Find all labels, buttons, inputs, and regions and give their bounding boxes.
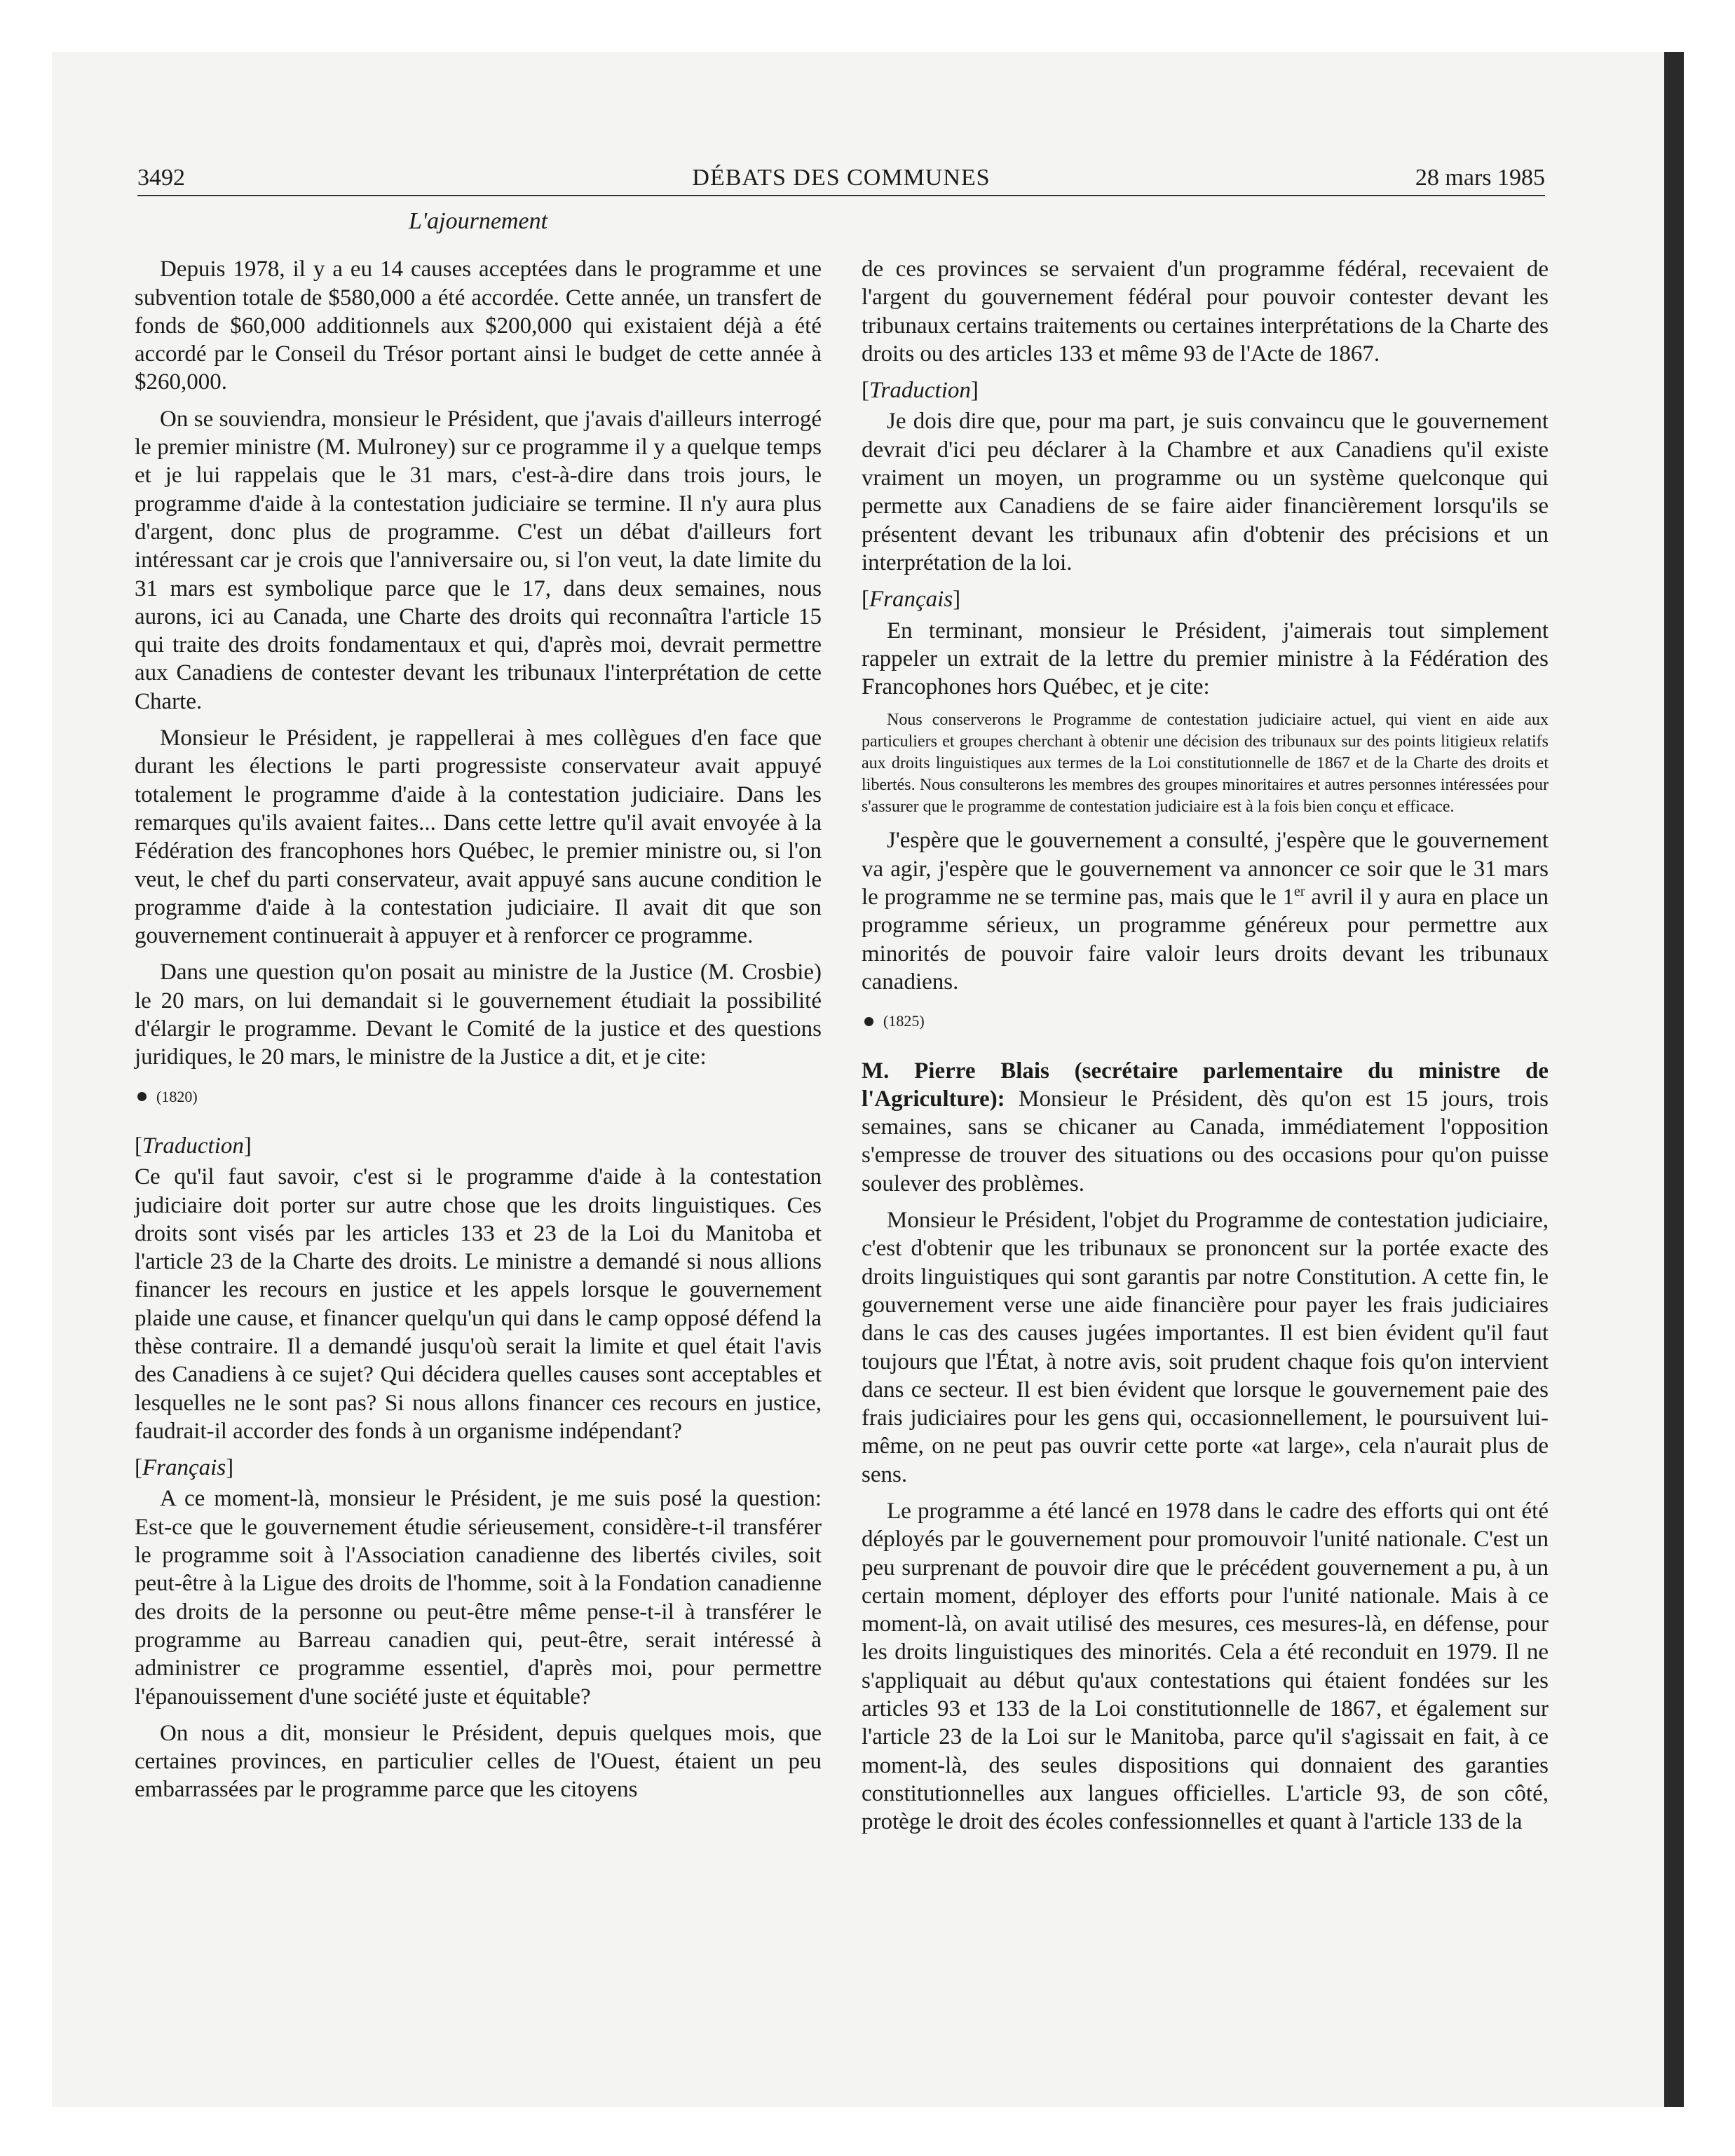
language-tag: [Français] bbox=[135, 1455, 234, 1481]
left-column bbox=[135, 208, 822, 1813]
paragraph-text: avril il y aura en place un programme sérieux, un programme généreux pour permettre aux minorités de pouvoir faire valoir leurs droits devant les tribunaux canadiens. bbox=[862, 885, 1549, 995]
paragraph bbox=[862, 1057, 1549, 1198]
language-tag-label: Traduction bbox=[869, 378, 971, 404]
binding-edge bbox=[1664, 52, 1684, 2107]
paragraph: En terminant, monsieur le Président, j'aimerais tout simplement rappeler un extrait de la lettre du premier ministre à la Fédération des Francophones hors Québec, et je cite: bbox=[862, 618, 1549, 700]
block-quote: Nous conserverons le Programme de contestation judiciaire actuel, qui vient en aide aux particuliers et groupes cherchant à obtenir une décision des tribunaux sur des points litigieux relatifs aux droits linguistiques aux termes de la Loi constitutionnelle de 1867 et de la Charte des droits et libertés. Nous consulterons les membres des groupes minoritaires et autres personnes intéressées pour s'assurer que le programme de contestation judiciaire est à la fois bien conçu et efficace. bbox=[862, 711, 1549, 817]
paragraph: Dans une question qu'on posait au ministre de la Justice (M. Crosbie) le 20 mars, on lui demandait si le gouvernement étudiait la possibilité d'élargir le programme. Devant le Comité de la justice et des questions juridiques, le 20 mars, le ministre de la Justice a dit, et je cite: bbox=[135, 960, 822, 1070]
time-marker bbox=[137, 1083, 822, 1111]
bullet-icon bbox=[137, 1092, 147, 1101]
page-number: 3492 bbox=[137, 165, 185, 191]
paragraph: Le programme a été lancé en 1978 dans le cadre des efforts qui ont été déployés par le gouvernement pour promouvoir l'unité nationale. C'est un peu surprenant de pouvoir dire que le précédent gouvernement a pu, à un certain moment, déployer des efforts pour l'unité nationale. Mais à ce moment-là, on avait utilisé des mesures, ces mesures-là, en défense, pour les droits linguistiques des minorités. Cela a été reconduit en 1979. Il ne s'appliquait au début qu'aux contestations qui étaient fondées sur les articles 93 et 133 de la Loi constitutionnelle de 1867, et également sur l'article 23 de la Loi sur le Manitoba, parce qu'il s'agissait en fait, à ce moment-là, des seules dispositions qui donnaient des garanties constitutionnelles aux langues officielles. L'article 93, de son côté, protège le droit des écoles confessionnelles et quant à l'article 133 de la bbox=[862, 1498, 1549, 1835]
language-tag: [Traduction] bbox=[862, 378, 979, 404]
time-label: (1825) bbox=[883, 1012, 925, 1030]
paragraph-text: Monsieur le Président, dès qu'on est 15 jours, trois semaines, sans se chicaner au Canada, immédiatement l'opposition s'empresse de trouver des situations ou des occasions pour qu'on puisse soulever des problèmes. bbox=[862, 1086, 1549, 1196]
paragraph: de ces provinces se servaient d'un programme fédéral, recevaient de l'argent du gouvernement fédéral pour pouvoir contester devant les tribunaux certains traitements ou certaines interprétations de la Charte des droits ou des articles 133 et même 93 de l'Acte de 1867. bbox=[862, 257, 1549, 367]
language-tag: [Français] bbox=[862, 587, 961, 613]
paragraph: On nous a dit, monsieur le Président, depuis quelques mois, que certaines provinces, en particulier celles de l'Ouest, étaient un peu embarrassées par le programme parce que les citoyens bbox=[135, 1720, 822, 1803]
speaker-name: M. Pierre Blais (secrétaire parlementaire du ministre de l'Agriculture): bbox=[862, 1058, 1549, 1112]
language-tag-label: Traduction bbox=[142, 1133, 244, 1159]
paragraph: Je dois dire que, pour ma part, je suis convaincu que le gouvernement devrait d'ici peu déclarer à la Chambre et aux Canadiens qu'il existe vraiment un moyen, un programme ou un système quelconque qui permette aux Canadiens de se faire aider financièrement lorsqu'ils se présentent devant les tribunaux afin d'obtenir des précisions et un interprétation de la loi. bbox=[862, 409, 1549, 575]
section-title: L'ajournement bbox=[408, 208, 548, 234]
page-title: DÉBATS DES COMMUNES bbox=[692, 165, 991, 191]
page-date: 28 mars 1985 bbox=[1415, 165, 1545, 191]
superscript: er bbox=[1294, 884, 1305, 900]
language-tag-label: Français bbox=[869, 587, 953, 613]
paragraph: A ce moment-là, monsieur le Président, je me suis posé la question: Est-ce que le gouvernement étudie sérieusement, considère-t-il transférer le programme soit à l'Association canadienne des libertés civiles, soit peut-être à la Ligue des droits de l'homme, soit à la Fondation canadienne des droits de la personne ou peut-être même pense-t-il à transférer le programme au Barreau canadien qui, peut-être, serait intéressé à administrer ce programme essentiel, d'après moi, pour permettre l'épanouissement d'une société juste et équitable? bbox=[135, 1486, 822, 1710]
paragraph-text: J'espère que le gouvernement a consulté, j'espère que le gouvernement va agir, j'espère que le gouvernement va annoncer ce soir que le 31 mars le programme ne se termine pas, mais que le 1 bbox=[862, 828, 1549, 910]
language-tag-label: Français bbox=[142, 1455, 226, 1481]
language-tag: [Traduction] bbox=[135, 1133, 252, 1159]
bullet-icon bbox=[864, 1017, 873, 1026]
paragraph bbox=[862, 826, 1549, 996]
paragraph: Monsieur le Président, je rappellerai à mes collègues d'en face que durant les élections le parti progressiste conservateur avait appuyé totalement le programme d'aide à la contestation judiciaire. Dans les remarques qu'ils avaient faites... Dans cette lettre qu'il avait envoyée à la Fédération des francophones hors Québec, le premier ministre ou, si l'on veut, le chef du parti conservateur, avait appuyé sans aucune condition le programme d'aide à la contestation judiciaire. Il avait dit que son gouvernement continuerait à appuyer et à renforcer ce programme. bbox=[135, 725, 822, 949]
paragraph: Depuis 1978, il y a eu 14 causes acceptées dans le programme et une subvention totale de $580,000 a été accordée. Cette année, un transfert de fonds de $60,000 additionnels aux $200,000 qui existaient déjà a été accordé par le Conseil du Trésor portant ainsi le budget de cette année à $260,000. bbox=[135, 257, 822, 395]
paragraph: Monsieur le Président, l'objet du Programme de contestation judiciaire, c'est d'obtenir que les tribunaux se prononcent sur la portée exacte des droits linguistiques qui sont garantis par notre Constitution. A cette fin, le gouvernement verse une aide financière pour payer les frais judiciaires dans le cas des causes jugées importantes. Il est bien évident qu'il faut toujours que l'État, à notre avis, soit prudent chaque fois qu'on intervient dans ce secteur. Il est bien évident que lorsque le gouvernement paie des frais judiciaires pour les gens qui, occasionnellement, le poursuivent lui-même, on ne peut pas ouvrir cette porte «at large», cela n'aurait plus de sens. bbox=[862, 1208, 1549, 1487]
paragraph: Ce qu'il faut savoir, c'est si le programme d'aide à la contestation judiciaire doit porter sur autre chose que les droits linguistiques. Ces droits sont visés par les articles 133 et 23 de la Loi du Manitoba et l'article 23 de la Charte des droits. Le ministre a demandé si nous allions financer les recours en justice et les appels lorsque le gouvernement plaide une cause, et financer quelqu'un qui dans le camp opposé défend la thèse contraire. Il a demandé jusqu'où serait la limite et quel était l'avis des Canadiens à ce sujet? Qui décidera quelles causes sont acceptables et lesquelles ne le sont pas? Si nous allons financer ces recours en justice, faudrait-il accorder des fonds à un organisme indépendant? bbox=[135, 1164, 822, 1444]
paragraph: On se souviendra, monsieur le Président, que j'avais d'ailleurs interrogé le premier ministre (M. Mulroney) sur ce programme il y a quelque temps et je lui rappelais que le 31 mars, c'est-à-dire dans trois jours, le programme d'aide à la contestation judiciaire se termine. Il n'y aura plus d'argent, donc plus de programme. C'est un débat d'ailleurs fort intéressant car je crois que l'anniversaire ou, si l'on veut, la date limite du 31 mars est symbolique parce que le 17, dans deux semaines, nous aurons, ici au Canada, une Charte des droits qui reconnaîtra l'article 15 qui traite des droits fondamentaux et qui, d'après moi, devrait permettre aux Canadiens de contester devant les tribunaux l'interprétation de cette Charte. bbox=[135, 406, 822, 714]
page-header bbox=[137, 163, 1545, 196]
time-marker bbox=[864, 1007, 1549, 1035]
time-label: (1820) bbox=[156, 1087, 198, 1105]
right-column bbox=[862, 255, 1549, 1845]
